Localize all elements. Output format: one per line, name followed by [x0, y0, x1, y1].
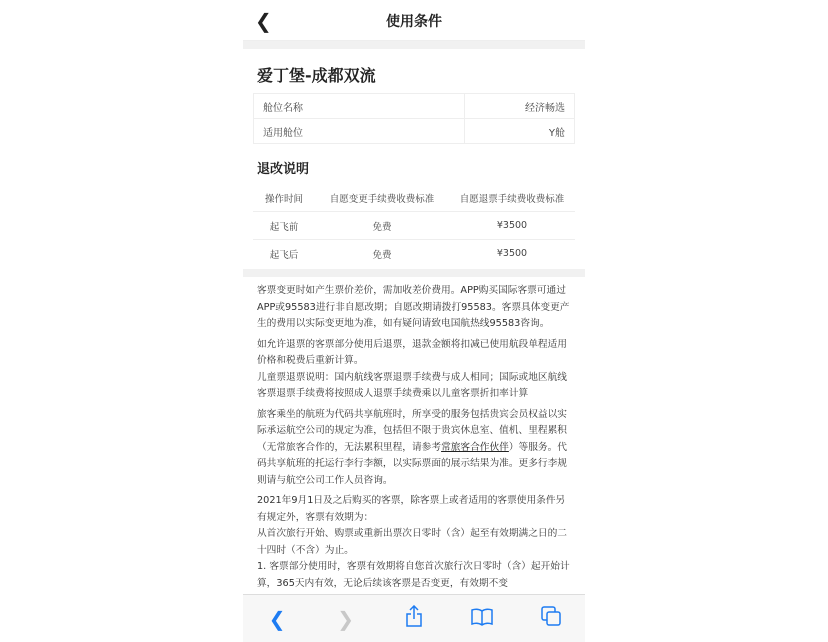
table-row — [253, 240, 575, 267]
cabin-value: Y舱 — [548, 127, 565, 139]
terms-paragraph: 儿童票退票说明：国内航线客票退票手续费与成人相同；国际或地区航线客票退票手续费将按照成人退票手续费乘以儿童客票折扣率计算 — [257, 371, 567, 399]
browser-toolbar — [243, 594, 585, 642]
frequent-flyer-partners-link[interactable]: 常旅客合作伙伴 — [441, 441, 509, 453]
cabin-label: 舱位名称 — [254, 94, 465, 118]
cell: 免费 — [372, 221, 392, 233]
header-cell: 自愿退票手续费收费标准 — [459, 193, 565, 205]
terms-paragraph: 从首次旅行开始、购票或重新出票次日零时（含）起至有效期满之日的二十四时（不含）为止。 — [257, 528, 567, 556]
table-row — [254, 119, 574, 143]
back-icon[interactable]: ❮ — [268, 606, 286, 631]
cell: 免费 — [372, 249, 392, 261]
forward-icon[interactable]: ❯ — [337, 606, 354, 631]
terms-paragraph: 1. 客票部分使用时，客票有效期将自您首次旅行次日零时（含）起开始计算，365天内有效，无论后续该客票是否变更，有效期不变 — [257, 561, 570, 589]
terms-text — [243, 277, 585, 601]
text: ）等服务。代码共享航班的托运行李行李额，以实际票面的展示结果为准。更多行李规则请与航空公司工作人员咨询。 — [257, 441, 567, 486]
cell: ¥3500 — [496, 220, 528, 231]
cabin-label: 适用舱位 — [254, 119, 465, 143]
divider — [243, 41, 585, 49]
terms-paragraph: 客票变更时如产生票价差价，需加收差价费用。APP购买国际客票可通过APP或95583进行非自愿改期；自愿改期请拨打95583。客票具体变更产生的费用以实际变更地为准，如有疑问请致电国航热线95583咨询。 — [257, 285, 570, 329]
terms-paragraph — [257, 407, 573, 490]
phone-screen — [243, 0, 585, 642]
header-cell: 操作时间 — [264, 193, 303, 205]
cabin-info-table — [253, 93, 575, 144]
table-row — [253, 212, 575, 240]
nav-bar — [243, 0, 585, 41]
refund-table — [253, 184, 575, 267]
tabs-icon[interactable] — [536, 606, 566, 631]
cell: ¥3500 — [496, 248, 528, 259]
header-cell: 自愿变更手续费收费标准 — [329, 193, 435, 205]
text: 旅客乘坐的航班为代码共享航班时，所享受的服务包括贵宾会员权益以实际承运航空公司的规定为准，包括但不限于贵宾休息室、值机、里程累积（无常旅客合作的，无法累积里程，请参考 — [257, 408, 567, 453]
back-chevron-icon[interactable]: ❮ — [255, 9, 272, 33]
terms-paragraph: 如允许退票的客票部分使用后退票，退款金额将扣减已使用航段单程适用价格和税费后重新计算。 — [257, 338, 567, 366]
cell: 起飞后 — [269, 249, 299, 261]
bookmarks-icon[interactable] — [467, 607, 497, 631]
cell: 起飞前 — [269, 221, 299, 233]
table-header — [253, 184, 575, 212]
route-title: 爱丁堡-成都双流 — [257, 66, 376, 85]
section-title: 退改说明 — [257, 162, 310, 177]
cabin-value: 经济畅选 — [525, 102, 565, 114]
terms-paragraph: 2021年9月1日及之后购买的客票，除客票上或者适用的客票使用条件另有规定外，客票有效期为： — [257, 495, 566, 523]
divider — [243, 269, 585, 277]
share-icon[interactable] — [399, 605, 429, 632]
page-title: 使用条件 — [386, 14, 442, 30]
table-row — [254, 94, 574, 119]
